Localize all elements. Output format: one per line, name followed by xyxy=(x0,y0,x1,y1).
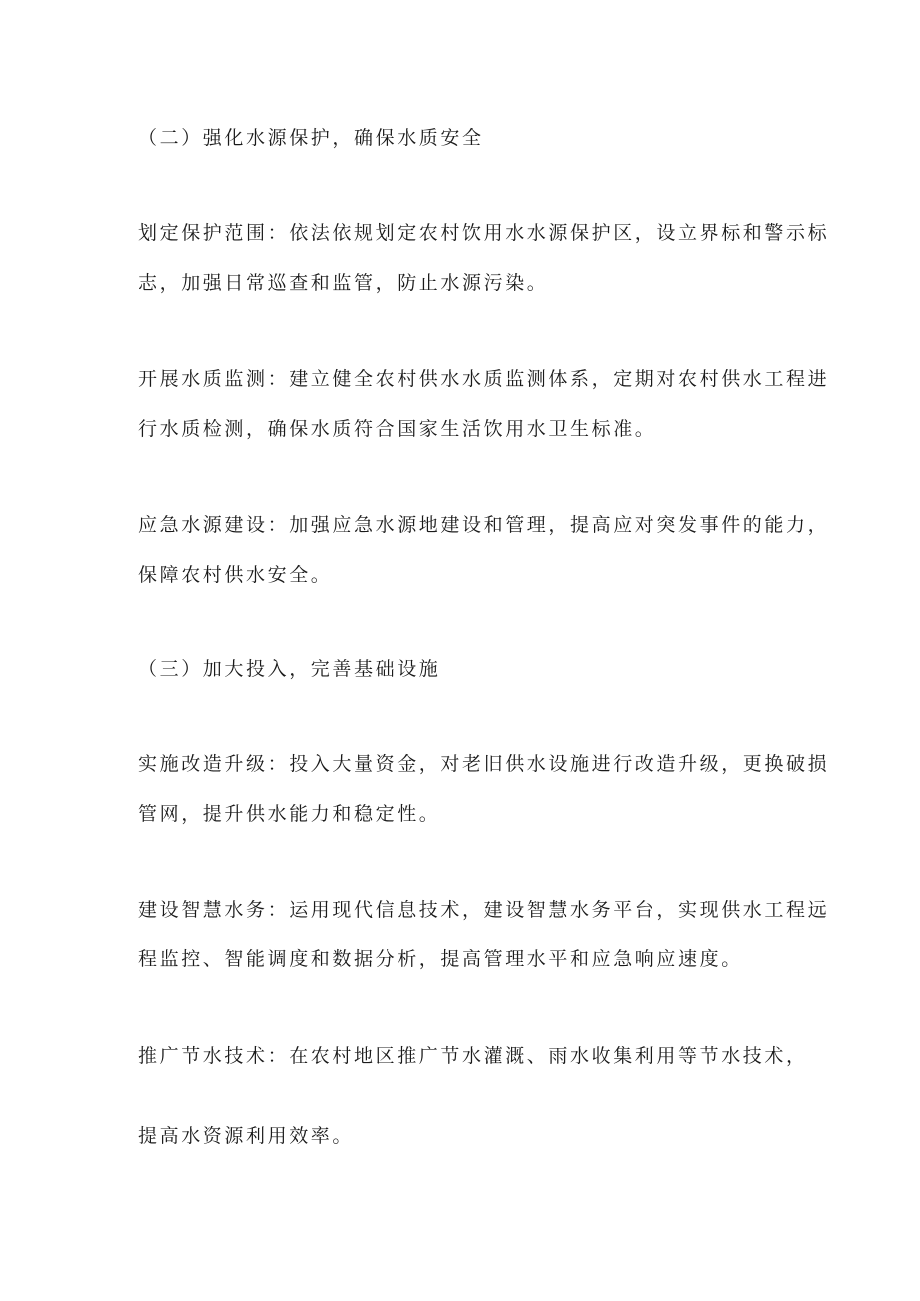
paragraph-water-saving-cont: 提高水资源利用效率。 xyxy=(138,1125,355,1147)
paragraph-upgrade: 实施改造升级：投入大量资金，对老旧供水设施进行改造升级，更换破损 xyxy=(138,753,830,775)
paragraph-water-monitoring: 开展水质监测：建立健全农村供水水质监测体系，定期对农村供水工程进 xyxy=(138,368,830,390)
paragraph-emergency-source-cont: 保障农村供水安全。 xyxy=(138,564,333,586)
section-heading-3: （三）加大投入，完善基础设施 xyxy=(138,658,441,680)
section-heading-2: （二）强化水源保护，确保水质安全 xyxy=(138,127,484,149)
paragraph-water-monitoring-cont: 行水质检测，确保水质符合国家生活饮用水卫生标准。 xyxy=(138,418,657,440)
paragraph-smart-water-cont: 程监控、智能调度和数据分析，提高管理水平和应急响应速度。 xyxy=(138,948,743,970)
paragraph-protection-zone: 划定保护范围：依法依规划定农村饮用水水源保护区，设立界标和警示标 xyxy=(138,222,830,244)
paragraph-protection-zone-cont: 志，加强日常巡查和监管，防止水源污染。 xyxy=(138,272,549,294)
paragraph-smart-water: 建设智慧水务：运用现代信息技术，建设智慧水务平台，实现供水工程远 xyxy=(138,899,830,921)
paragraph-upgrade-cont: 管网，提升供水能力和稳定性。 xyxy=(138,803,441,825)
paragraph-water-saving: 推广节水技术：在农村地区推广节水灌溉、雨水收集利用等节水技术， xyxy=(138,1045,808,1067)
paragraph-emergency-source: 应急水源建设：加强应急水源地建设和管理，提高应对突发事件的能力， xyxy=(138,514,830,536)
